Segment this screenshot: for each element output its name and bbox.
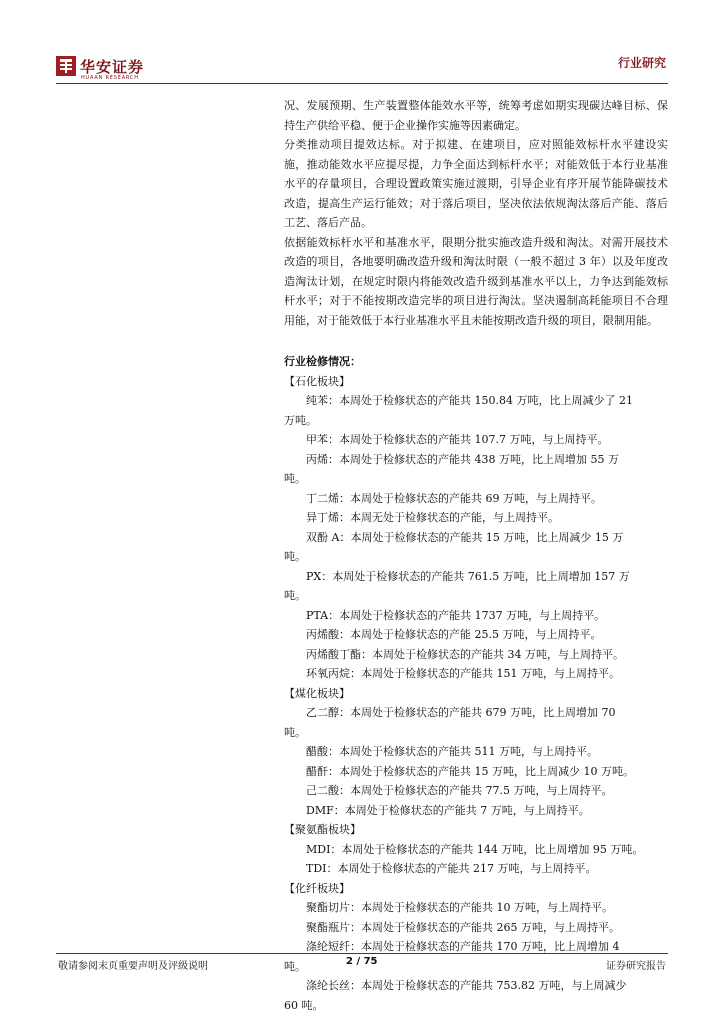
report-type-label: 行业研究 bbox=[617, 56, 666, 70]
maintenance-line: 甲苯：本周处于检修状态的产能共 107.7 万吨，与上周持平。 bbox=[306, 433, 609, 446]
footer-disclaimer: 敬请参阅末页重要声明及评级说明 bbox=[58, 961, 208, 972]
page-number: 2 / 75 bbox=[346, 956, 378, 967]
maintenance-line: 聚酯切片：本周处于检修状态的产能共 10 万吨，与上周持平。 bbox=[306, 901, 613, 914]
category-coal-chem: 【煤化板块】 bbox=[284, 686, 350, 700]
maintenance-line: 丁二烯：本周处于检修状态的产能共 69 万吨，与上周持平。 bbox=[306, 491, 602, 505]
page-header bbox=[0, 0, 724, 84]
maintenance-line: DMF：本周处于检修状态的产能共 7 万吨，与上周持平。 bbox=[306, 803, 590, 817]
category-polyurethane: 【聚氨酯板块】 bbox=[284, 823, 361, 836]
footer-divider bbox=[56, 953, 668, 954]
main-content bbox=[284, 96, 668, 1015]
header-divider bbox=[56, 83, 668, 84]
maintenance-line: 丙烯酸丁酯：本周处于检修状态的产能共 34 万吨，与上周持平。 bbox=[306, 647, 624, 661]
maintenance-line: 丙烯：本周处于检修状态的产能共 438 万吨，比上周增加 55 万 bbox=[306, 452, 619, 466]
maintenance-line: 丙烯酸：本周处于检修状态的产能 25.5 万吨，与上周持平。 bbox=[306, 628, 602, 641]
maintenance-line: 涤纶长丝：本周处于检修状态的产能共 753.82 万吨，与上周减少 bbox=[306, 979, 627, 992]
maintenance-line-wrap: 吨。 bbox=[284, 472, 306, 485]
maintenance-line: 涤纶短纤：本周处于检修状态的产能共 170 万吨，比上周增加 4 bbox=[306, 940, 620, 953]
maintenance-line: 聚酯瓶片：本周处于检修状态的产能共 265 万吨，与上周持平。 bbox=[306, 920, 620, 934]
logo-seal-icon bbox=[56, 56, 76, 76]
maintenance-line-wrap: 吨。 bbox=[284, 725, 306, 739]
section-title: 行业检修情况： bbox=[284, 355, 361, 368]
category-petrochem: 【石化板块】 bbox=[284, 374, 350, 388]
company-logo-text: 华安证券 bbox=[80, 58, 145, 76]
maintenance-line: 异丁烯：本周无处于检修状态的产能，与上周持平。 bbox=[306, 511, 559, 524]
category-chemical-fiber: 【化纤板块】 bbox=[284, 881, 350, 895]
maintenance-line-wrap: 60 吨。 bbox=[284, 998, 324, 1012]
maintenance-line-wrap: 万吨。 bbox=[284, 413, 317, 427]
paragraph-2: 分类推动项目提效达标。对于拟建、在建项目，应对照能效标杆水平建设实施，推动能效水平应提尽提，力争全面达到标杆水平；对能效低于本行业基准水平的存量项目，合理设置政策实施过渡期，引导企业有序开展节能降碳技术改造，提高生产运行能效；对于落后项目，坚决依法依规淘汰落后产能、落后工艺、落后产品。 bbox=[284, 138, 668, 229]
maintenance-line: TDI：本周处于检修状态的产能共 217 万吨，与上周持平。 bbox=[306, 862, 597, 875]
maintenance-line-wrap: 吨。 bbox=[284, 550, 306, 563]
maintenance-line: PTA：本周处于检修状态的产能共 1737 万吨，与上周持平。 bbox=[306, 608, 606, 622]
maintenance-line: 双酚 A：本周处于检修状态的产能共 15 万吨，比上周减少 15 万 bbox=[306, 530, 624, 544]
maintenance-line: 乙二醇：本周处于检修状态的产能共 679 万吨，比上周增加 70 bbox=[306, 706, 616, 719]
paragraph-3: 依据能效标杆水平和基准水平，限期分批实施改造升级和淘汰。对需开展技术改造的项目，各地要明确改造升级和淘汰时限（一般不超过 3 年）以及年度改造淘汰计划，在规定时限内将能效改造升级到基准水平以上，力争达到能效标杆水平；对于不能按期改造完毕的项目进行淘汰。坚决遏制高耗能项目不合理用能，对于能效低于本行业基准水平且未能按期改造升级的项目，限制用能。 bbox=[284, 235, 668, 327]
maintenance-line: 环氧丙烷：本周处于检修状态的产能共 151 万吨，与上周持平。 bbox=[306, 667, 620, 680]
maintenance-line: 醋酐：本周处于检修状态的产能共 15 万吨，比上周减少 10 万吨。 bbox=[306, 764, 634, 778]
maintenance-line-wrap: 吨。 bbox=[284, 959, 306, 973]
paragraph-1: 况、发展预期、生产装置整体能效水平等，统筹考虑如期实现碳达峰目标、保持生产供给平稳、便于企业操作实施等因素确定。 bbox=[284, 99, 668, 132]
maintenance-line: 己二酸：本周处于检修状态的产能共 77.5 万吨，与上周持平。 bbox=[306, 784, 613, 797]
footer-label: 证券研究报告 bbox=[606, 961, 666, 972]
maintenance-line: MDI：本周处于检修状态的产能共 144 万吨，比上周增加 95 万吨。 bbox=[306, 842, 644, 856]
maintenance-line: 醋酸：本周处于检修状态的产能共 511 万吨，与上周持平。 bbox=[306, 745, 598, 758]
maintenance-line: PX：本周处于检修状态的产能共 761.5 万吨，比上周增加 157 万 bbox=[306, 569, 630, 583]
company-logo-subtext: HUAAN RESEARCH bbox=[81, 75, 139, 81]
maintenance-line: 纯苯：本周处于检修状态的产能共 150.84 万吨，比上周减少了 21 bbox=[306, 394, 633, 407]
spacer bbox=[284, 330, 668, 352]
maintenance-line-wrap: 吨。 bbox=[284, 589, 306, 602]
